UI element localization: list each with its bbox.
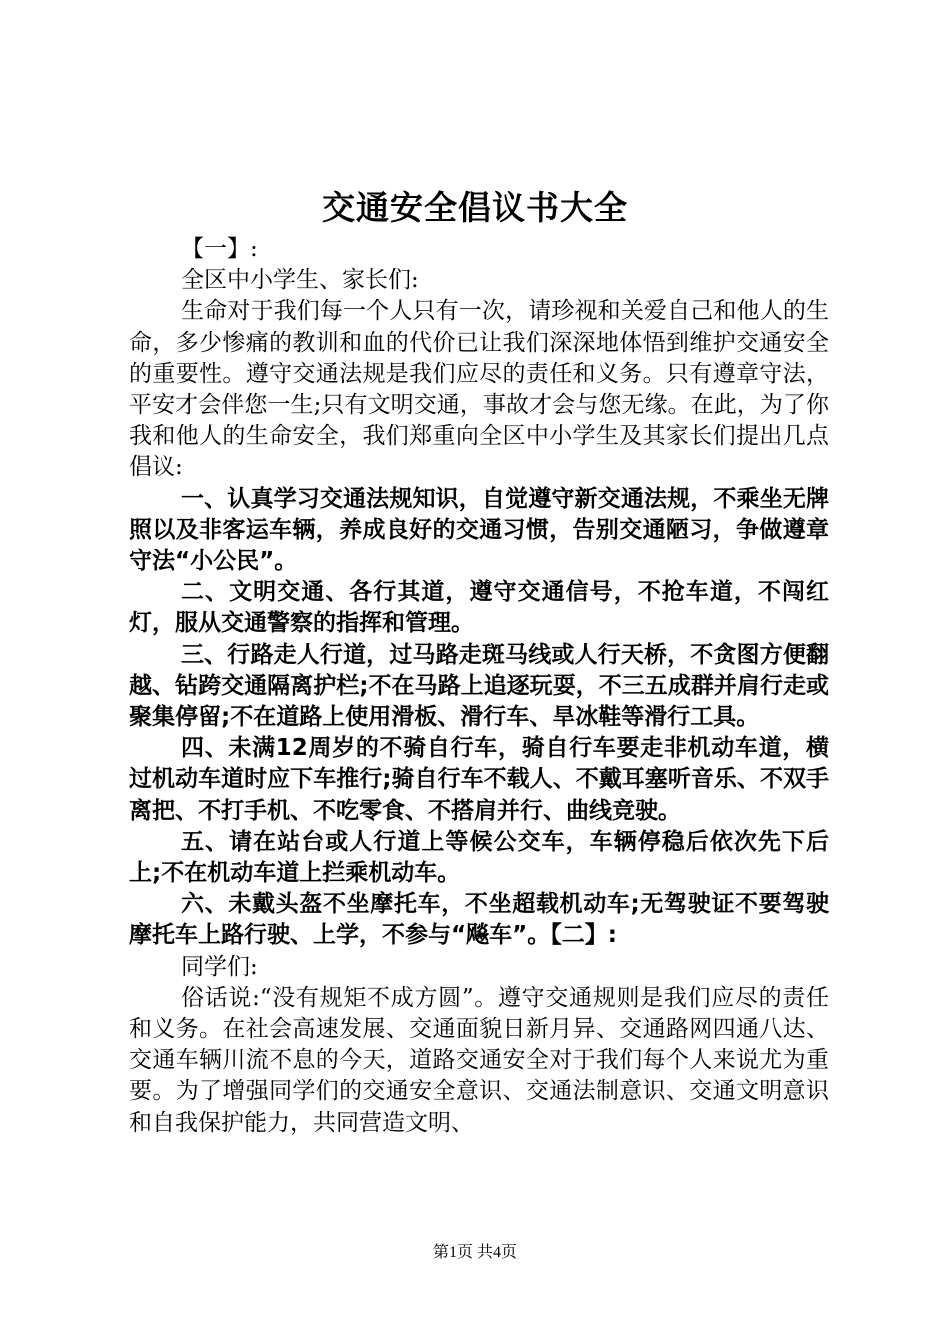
document-body [129,234,829,1139]
proposal-5: 五、请在站台或人行道上等候公交车，车辆停稳后依次先下后上;不在机动车道上拦乘机动车。 [129,828,829,887]
proposal-2: 二、文明交通、各行其道，遵守交通信号，不抢车道，不闯红灯，服从交通警察的指挥和管理。 [129,579,829,637]
document-title: 交通安全倡议书大全 [322,188,628,227]
proposal-3: 三、行路走人行道，过马路走斑马线或人行天桥，不贪图方便翻越、钻跨交通隔离护栏;不在马路上追逐玩耍，不三五成群并肩行走或聚集停留;不在道路上使用滑板、滑行车、旱冰鞋等滑行工具。 [129,641,829,731]
proposal-6: 六、未戴头盔不坐摩托车，不坐超载机动车;无驾驶证不要驾驶摩托车上路行驶、上学，不参与“飚车”。【二】: [129,891,829,949]
proposal-4: 四、未满12周岁的不骑自行车，骑自行车要走非机动车道，横过机动车道时应下车推行;骑自行车不载人、不戴耳塞听音乐、不双手离把、不打手机、不吃零食、不搭肩并行、曲线竞驶。 [129,735,829,824]
intro-paragraph: 生命对于我们每一个人只有一次，请珍视和关爱自己和他人的生命，多少惨痛的教训和血的代价已让我们深深地体悟到维护交通安全的重要性。遵守交通法规是我们应尽的责任和义务。只有遵章守法，平安才会伴您一生;只有文明交通，事故才会与您无缘。在此，为了你我和他人的生命安全，我们郑重向全区中小学生及其家长们提出几点倡议: [129,298,829,481]
page-footer: 第1页 共4页 [432,1244,517,1261]
body-paragraph-2: 俗话说:“没有规矩不成方圆”。遵守交通规则是我们应尽的责任和义务。在社会高速发展、交通面貌日新月异、交通路网四通八达、交通车辆川流不息的今天，道路交通安全对于我们每个人来说尤为重要。为了增强同学们的交通安全意识、交通法制意识、交通文明意识和自我保护能力，共同营造文明、 [129,984,829,1136]
salutation: 全区中小学生、家长们: [181,267,419,294]
salutation-2: 同学们: [181,953,258,980]
proposal-1: 一、认真学习交通法规知识，自觉遵守新交通法规，不乘坐无牌照以及非客运车辆，养成良好的交通习惯，告别交通陋习，争做遵章守法“小公民”。 [129,485,829,575]
section-heading-1: 【一】: [181,236,258,262]
